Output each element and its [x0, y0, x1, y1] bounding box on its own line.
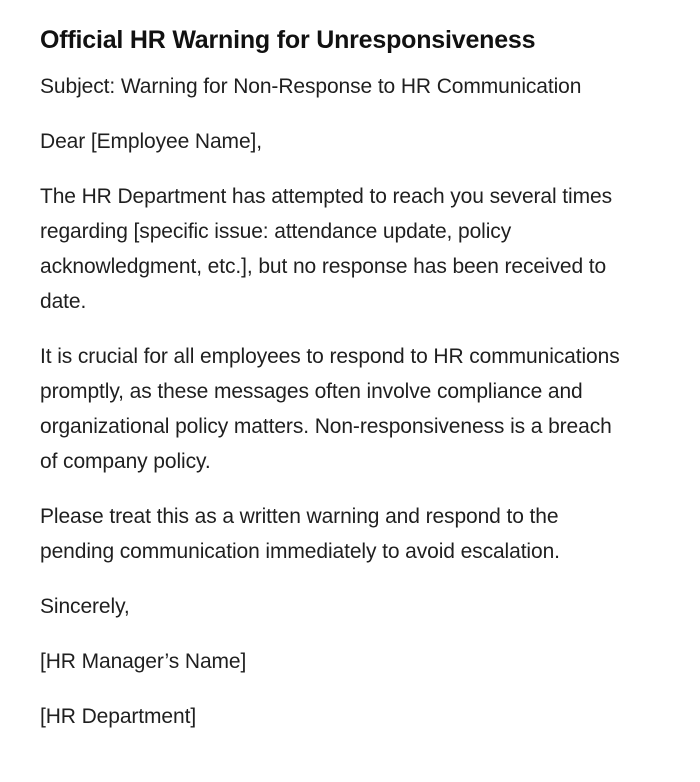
subject-line: Subject: Warning for Non-Response to HR Communication: [40, 75, 582, 98]
signature-department: [HR Department]: [40, 705, 197, 728]
closing: Sincerely,: [40, 595, 130, 618]
salutation: Dear [Employee Name],: [40, 130, 262, 153]
body-paragraph-3: Please treat this as a written warning and respond to the pending communication immediately to avoid escalation.: [40, 505, 560, 563]
body-paragraph-2: It is crucial for all employees to respond to HR communications promptly, as these messages often involve compliance and organizational policy matters. Non-responsiveness is a breach of company policy.: [40, 345, 620, 473]
document-title: Official HR Warning for Unresponsiveness: [40, 26, 536, 54]
signature-name: [HR Manager’s Name]: [40, 650, 247, 673]
body-paragraph-1: The HR Department has attempted to reach you several times regarding [specific issue: attendance update, policy acknowledgment, etc.], but no response has been received to date.: [40, 185, 612, 313]
